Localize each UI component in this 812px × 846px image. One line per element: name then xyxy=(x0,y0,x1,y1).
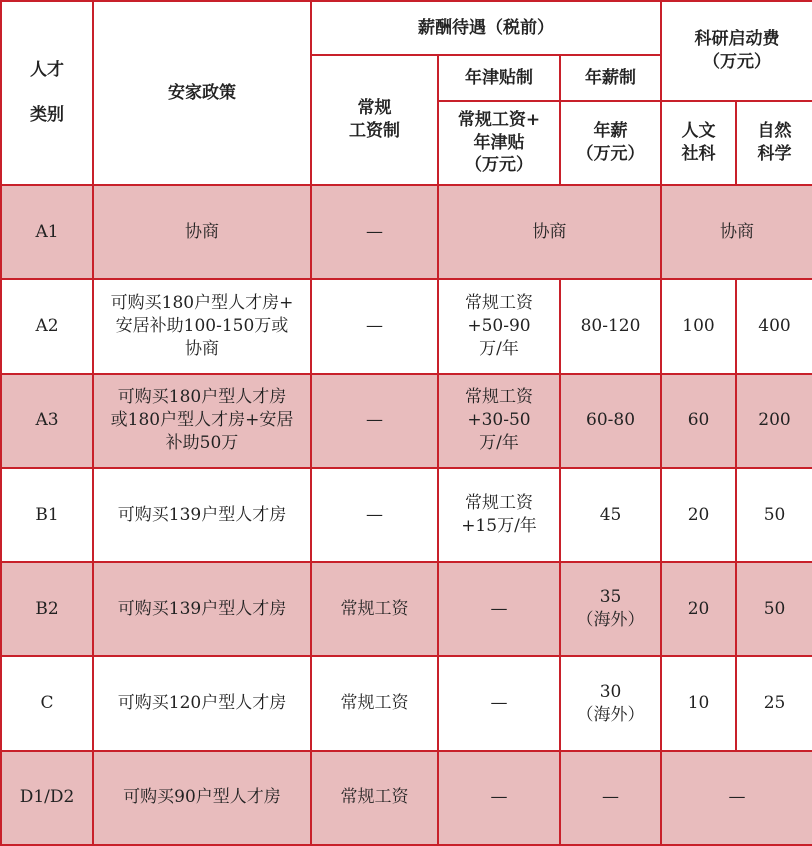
header-annual-salary: 年薪 （万元） xyxy=(560,101,661,185)
table-row xyxy=(1,279,812,373)
cell-annual-salary: 35 （海外） xyxy=(560,562,661,656)
cell-humanities: 10 xyxy=(661,656,736,750)
cell-annual-salary: 45 xyxy=(560,468,661,562)
cell-research-merged: — xyxy=(661,751,812,845)
header-annual-allowance-system: 年津贴制 xyxy=(438,55,560,101)
cell-housing: 可购买180户型人才房 或180户型人才房+安居 补助50万 xyxy=(93,374,311,468)
cell-natural: 400 xyxy=(736,279,812,373)
cell-regular-salary: — xyxy=(311,468,438,562)
header-talent-category: 人才 类别 xyxy=(1,1,93,185)
header-regular-plus-allowance: 常规工资+ 年津贴 （万元） xyxy=(438,101,560,185)
cell-category: D1/D2 xyxy=(1,751,93,845)
cell-allowance: — xyxy=(438,562,560,656)
cell-housing: 可购买90户型人才房 xyxy=(93,751,311,845)
cell-humanities: 60 xyxy=(661,374,736,468)
cell-regular-salary: 常规工资 xyxy=(311,656,438,750)
cell-annual-salary: 30 （海外） xyxy=(560,656,661,750)
cell-regular-salary: — xyxy=(311,185,438,279)
header-natural-sciences: 自然 科学 xyxy=(736,101,812,185)
cell-regular-salary: — xyxy=(311,279,438,373)
cell-annual-salary: — xyxy=(560,751,661,845)
cell-category: B1 xyxy=(1,468,93,562)
cell-research-merged: 协商 xyxy=(661,185,812,279)
table-row xyxy=(1,374,812,468)
cell-regular-salary: 常规工资 xyxy=(311,751,438,845)
cell-regular-salary: — xyxy=(311,374,438,468)
cell-regular-salary: 常规工资 xyxy=(311,562,438,656)
cell-annual-salary: 60-80 xyxy=(560,374,661,468)
cell-natural: 50 xyxy=(736,562,812,656)
cell-category: A3 xyxy=(1,374,93,468)
cell-allowance: 常规工资 +15万/年 xyxy=(438,468,560,562)
cell-natural: 200 xyxy=(736,374,812,468)
table-row xyxy=(1,751,812,845)
header-salary-group: 薪酬待遇（税前） xyxy=(311,1,661,55)
cell-category: C xyxy=(1,656,93,750)
cell-annual-salary: 80-120 xyxy=(560,279,661,373)
cell-salary-merged: 协商 xyxy=(438,185,661,279)
header-research-fund: 科研启动费 （万元） xyxy=(661,1,812,101)
table-row xyxy=(1,185,812,279)
cell-allowance: 常规工资 +50-90 万/年 xyxy=(438,279,560,373)
cell-allowance: 常规工资 +30-50 万/年 xyxy=(438,374,560,468)
cell-humanities: 20 xyxy=(661,562,736,656)
cell-natural: 50 xyxy=(736,468,812,562)
cell-housing: 可购买120户型人才房 xyxy=(93,656,311,750)
header-regular-salary-system: 常规 工资制 xyxy=(311,55,438,185)
cell-category: A2 xyxy=(1,279,93,373)
cell-natural: 25 xyxy=(736,656,812,750)
table-row xyxy=(1,562,812,656)
cell-allowance: — xyxy=(438,656,560,750)
cell-humanities: 100 xyxy=(661,279,736,373)
table-row xyxy=(1,656,812,750)
header-annual-salary-system: 年薪制 xyxy=(560,55,661,101)
cell-category: A1 xyxy=(1,185,93,279)
header-humanities: 人文 社科 xyxy=(661,101,736,185)
cell-humanities: 20 xyxy=(661,468,736,562)
cell-housing: 可购买180户型人才房+ 安居补助100-150万或 协商 xyxy=(93,279,311,373)
cell-allowance: — xyxy=(438,751,560,845)
cell-housing: 可购买139户型人才房 xyxy=(93,562,311,656)
cell-housing: 协商 xyxy=(93,185,311,279)
cell-housing: 可购买139户型人才房 xyxy=(93,468,311,562)
cell-category: B2 xyxy=(1,562,93,656)
header-housing-policy: 安家政策 xyxy=(93,1,311,185)
table-row xyxy=(1,468,812,562)
